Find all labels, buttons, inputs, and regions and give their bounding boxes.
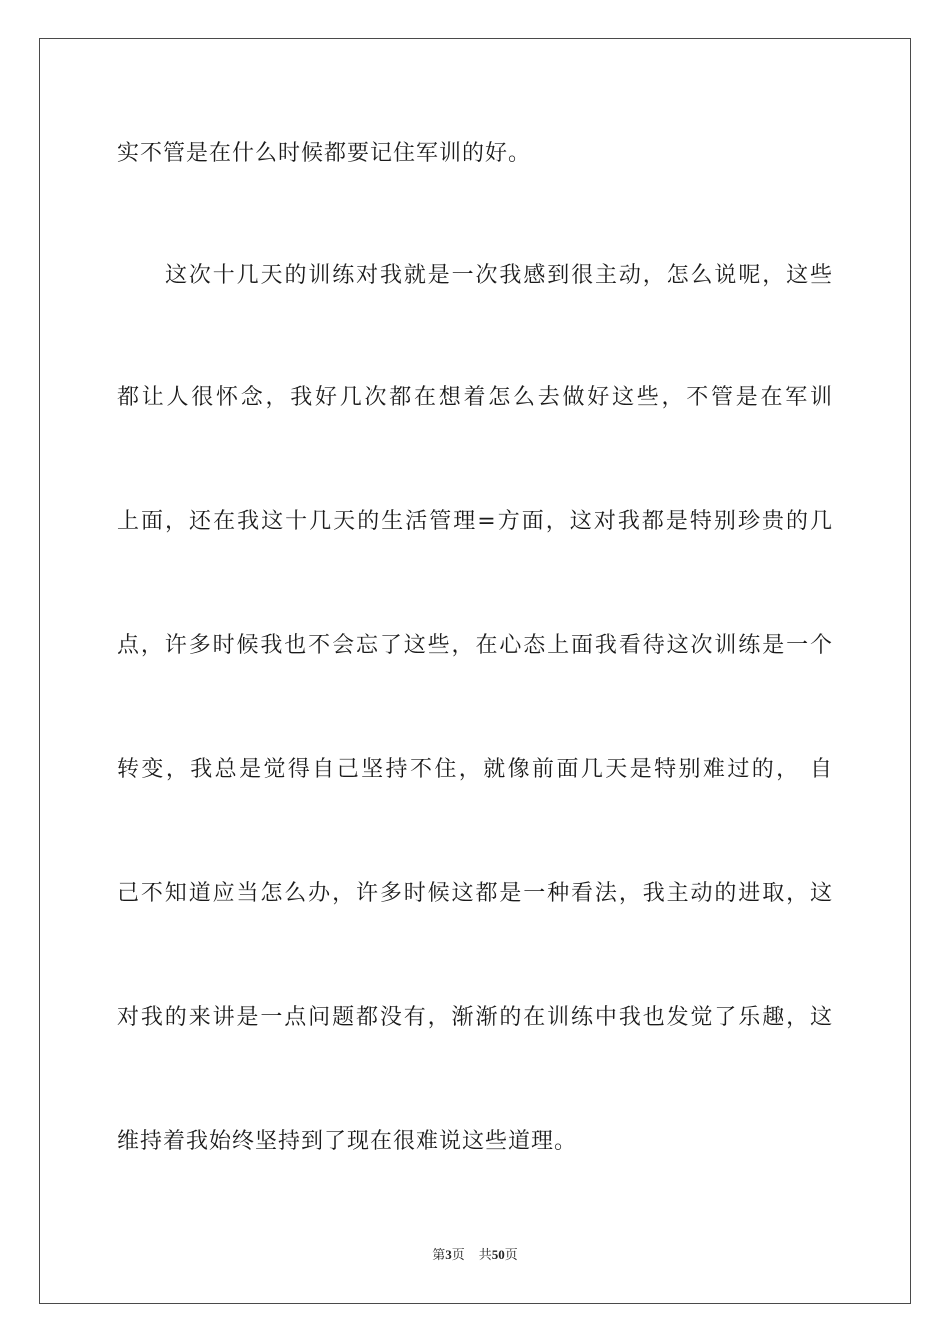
text-line-3: 都让人很怀念，我好几次都在想着怎么去做好这些，不管是在军训 xyxy=(117,385,833,410)
page-prefix: 第 xyxy=(432,1248,446,1263)
text-line-7: 己不知道应当怎么办，许多时候这都是一种看法，我主动的进取，这 xyxy=(117,881,833,906)
total-pages: 50 xyxy=(491,1247,505,1262)
text-line-5: 点，许多时候我也不会忘了这些，在心态上面我看待这次训练是一个 xyxy=(117,633,833,658)
total-suffix: 页 xyxy=(504,1248,518,1263)
page-number: 3 xyxy=(445,1247,452,1262)
paragraph-start-line: 这次十几天的训练对我就是一次我感到很主动，怎么说呢，这些 xyxy=(165,263,833,288)
total-prefix: 共 xyxy=(478,1248,492,1263)
text-line-1: 实不管是在什么时候都要记住军训的好。 xyxy=(117,141,532,166)
text-line-9: 维持着我始终坚持到了现在很难说这些道理。 xyxy=(117,1129,578,1154)
page-suffix: 页 xyxy=(451,1248,465,1263)
page-footer xyxy=(0,1246,950,1265)
text-line-6: 转变，我总是觉得自己坚持不住，就像前面几天是特别难过的， 自 xyxy=(117,757,833,782)
text-line-8: 对我的来讲是一点问题都没有，渐渐的在训练中我也发觉了乐趣，这 xyxy=(117,1005,833,1030)
page-border xyxy=(39,38,911,1304)
text-line-4: 上面，还在我这十几天的生活管理=方面，这对我都是特别珍贵的几 xyxy=(117,509,833,534)
